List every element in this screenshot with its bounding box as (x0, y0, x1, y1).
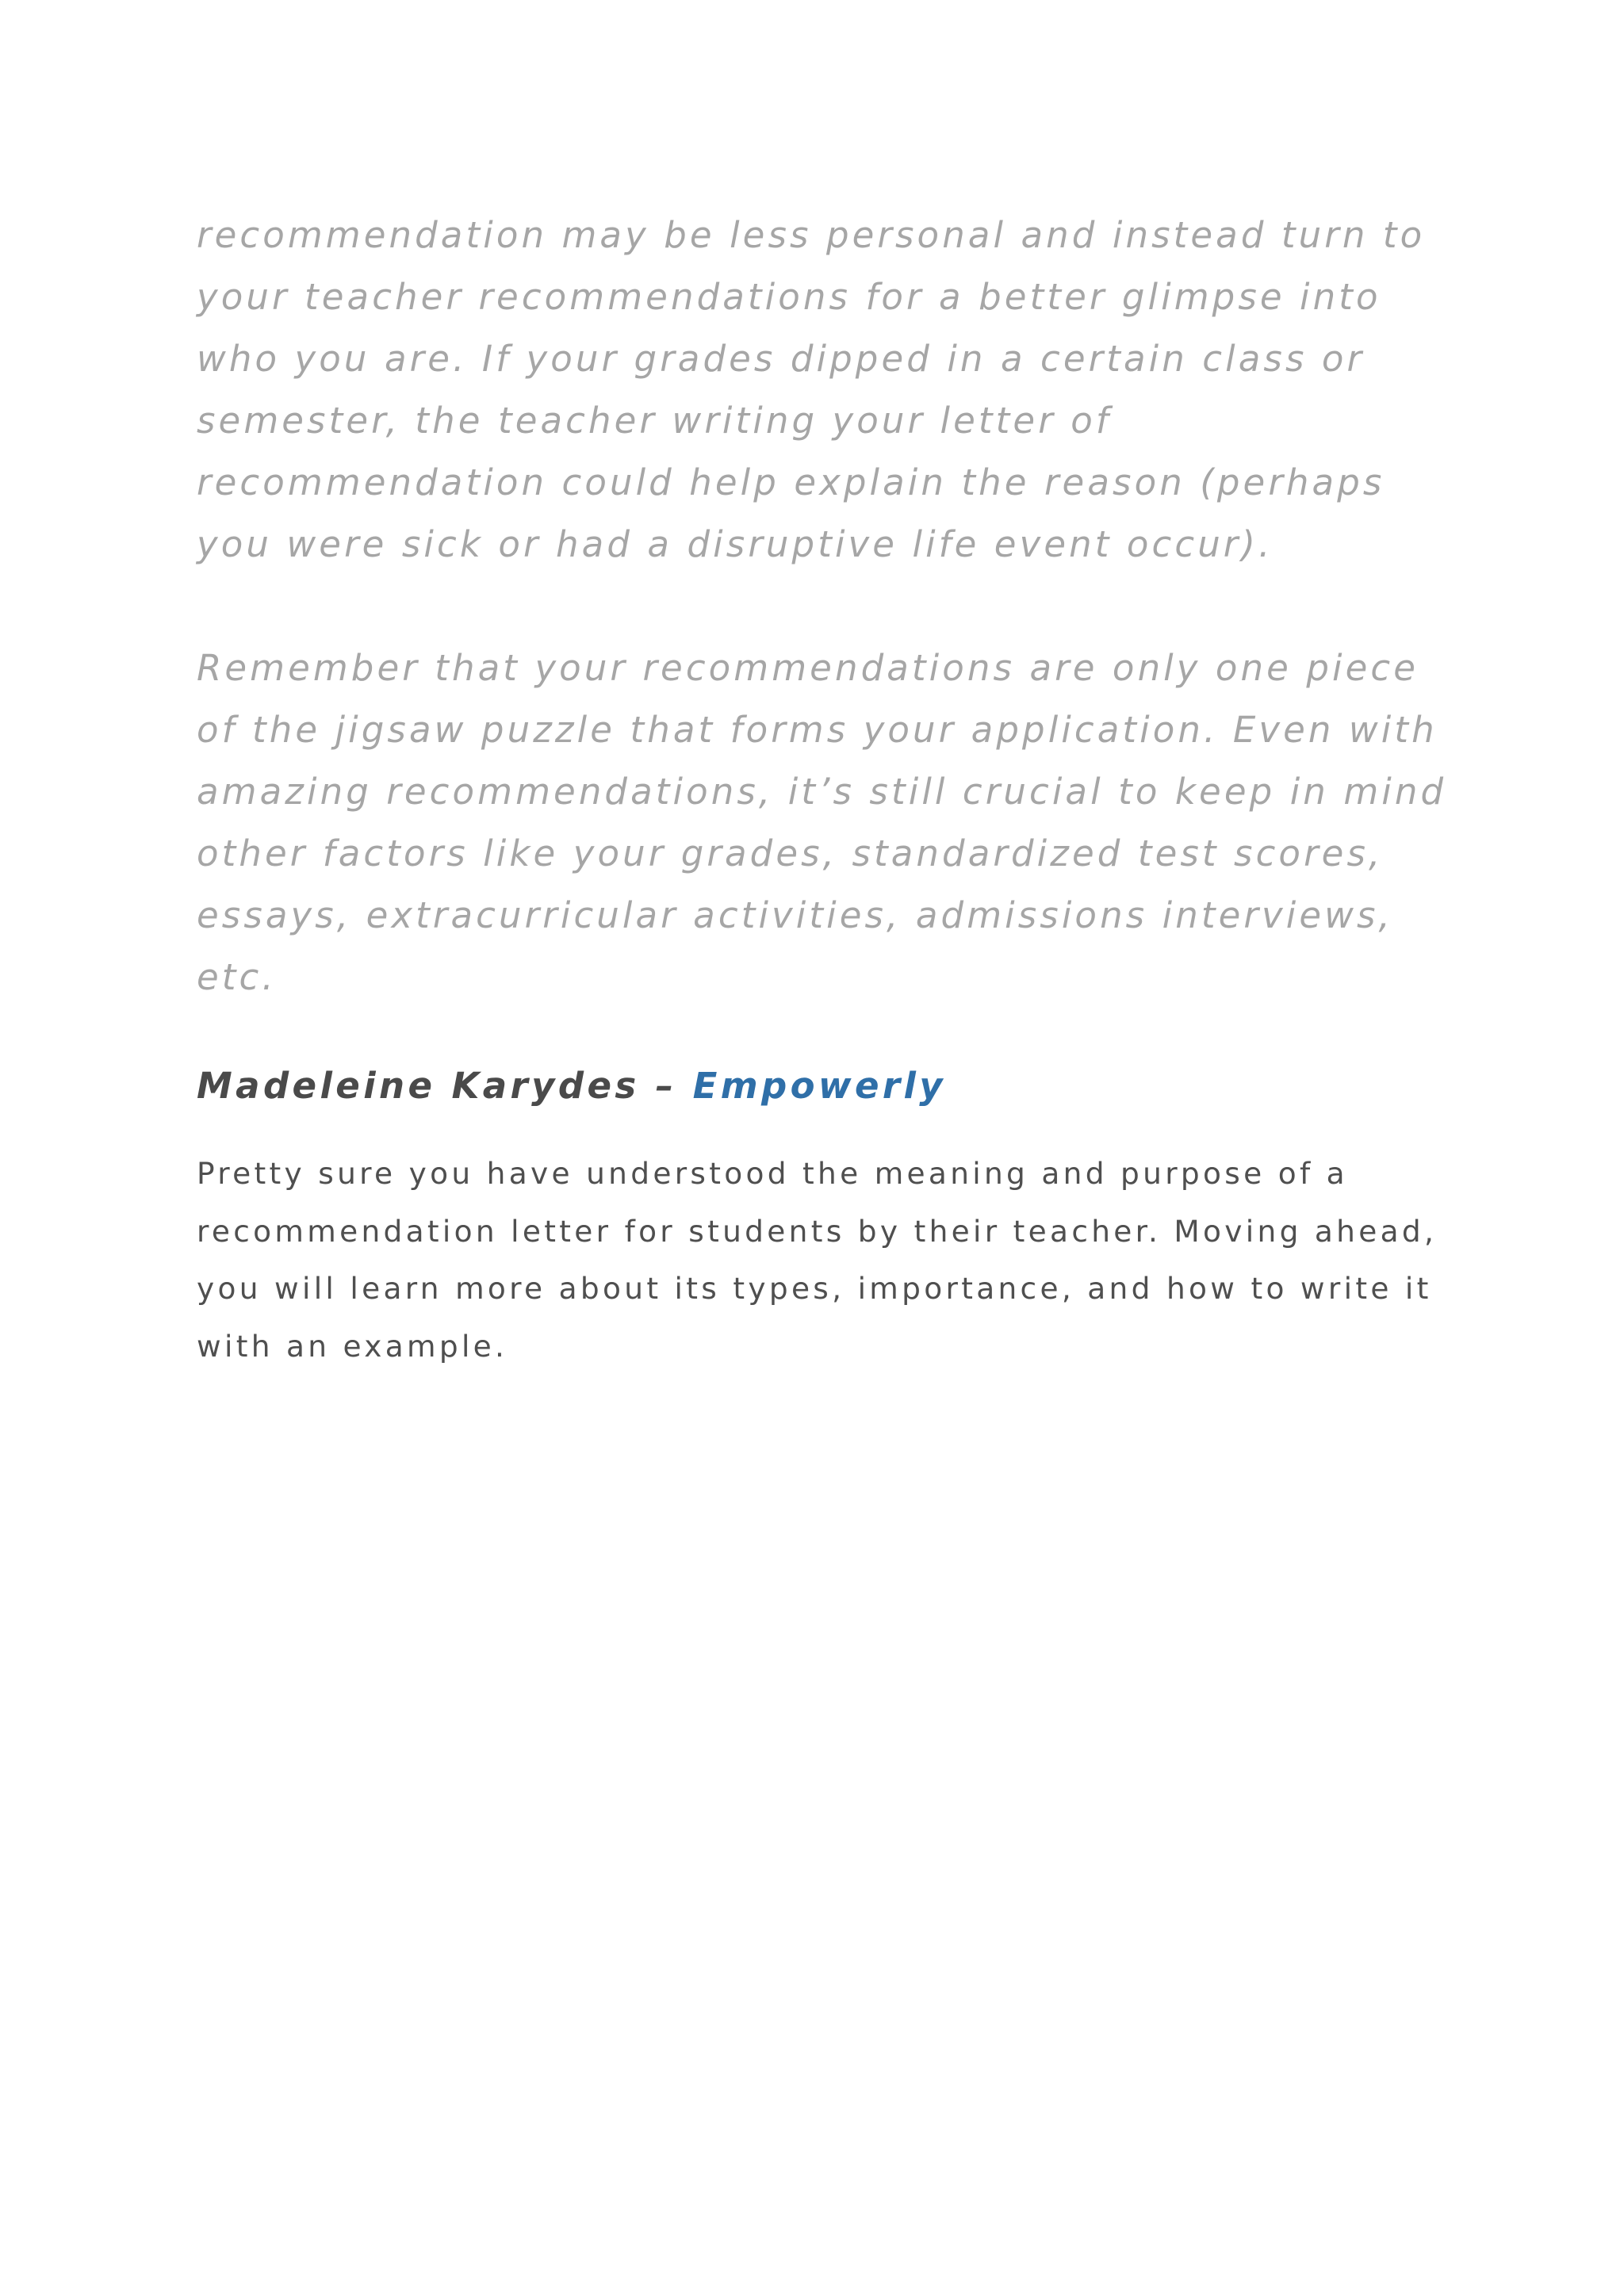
attribution-source-link[interactable]: Empowerly (692, 1065, 947, 1107)
attribution-separator: – (639, 1065, 693, 1107)
quote-paragraph-2: Remember that your recommendations are only one piece of the jigsaw puzzle that forms your application. Even with amazing recommendations, it’s still crucial to keep in mind other factors like your grades, standardized test scores, essays, extracurricular activities, admissions interviews, etc. (197, 647, 1447, 998)
quote-attribution (197, 1058, 1450, 1115)
document-content (197, 205, 1450, 1375)
body-paragraph: Pretty sure you have understood the meaning and purpose of a recommendation letter for students by their teacher. Moving ahead, you will learn more about its types, importance, and how to write it with an example. (197, 1156, 1438, 1364)
quote-paragraph-1: recommendation may be less personal and instead turn to your teacher recommendations for a better glimpse into who you are. If your grades dipped in a certain class or semester, the teacher writing your letter of recommendation could help explain the reason (perhaps you were sick or had a disruptive life event occur). (197, 214, 1426, 565)
attribution-author: Madeleine Karydes (197, 1065, 640, 1107)
